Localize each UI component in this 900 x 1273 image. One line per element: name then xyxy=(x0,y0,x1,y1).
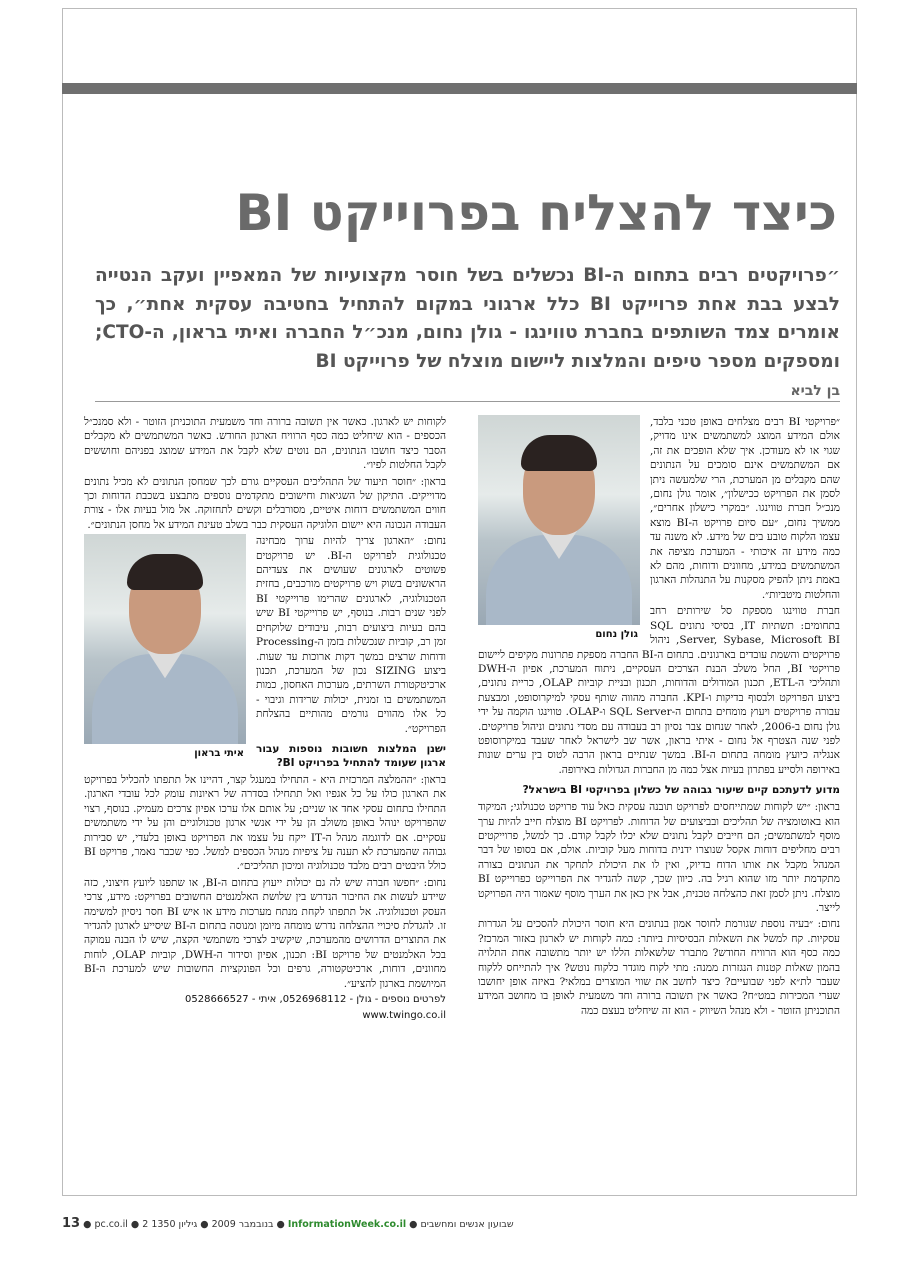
paragraph: בראון: ״יש לקוחות שמתייחסים לפרויקט תובנה עסקית כאל עוד פרויקט טכנולוגי; המיקוד הוא באוטומציה של תהליכים ובביצועים של הדוחות. לפרויקט BI מוצלח חייב להיות ערך מוסף למשתמשים; הם חייבים לקבל נתונים שלא יכלו לקבל קודם. כך למשל, פרוייקטים רבים מחליפים דוחות אקסל שנוצרו ידנית בדוחות מעל קוביות. אולם, אם בסופו של דבר המנהל מקבל את אותו הדוח בדיוק, ואין לו את היכולת לתחקר את הנתונים בצורה מתקדמת יותר מזו שהוא רגיל בה. כיוון שכך, קשה להגדיר את הפרוייקט כפרוייקט BI מוצלח. ניתן לסמן זאת כהצלחה טכנית, אבל אין כאן את הערך מוסף שאמור היה הפרויקט לייצר. xyxy=(478,801,840,914)
paragraph: בראון: ״ההמלצה המרכזית היא - התחילו במעגל קצר, דהיינו אל תתפתו להכליל בפרויקט את הארגון כולו על כל אגפיו ואל תתחילו בסדרה של ראיונות עומק לכל עובדי הארגון. התחילו בתחום עסקי אחד או שניים; על אותם אלו ערכו אפיון צרכים מעמיק. בנוסף, רצוי שהפרויקט ינוהל באופן משולב הן על ידי אנשי ארגון טכנולוגיים והן על ידי משתמשים עסקיים. אם לדוגמה מנהל ה-IT ייקח על עצמו את הפרויקט באופן בלעדי, יש סבירות גבוהה שהמערכת לא תענה על ציפיות מנהל הכספים למשל. כפי שכבר נאמר, פרויקט BI כולל היבטים רבים מלבד טכנולוגיה ומיכון תהליכים״. xyxy=(84,773,446,873)
column-left xyxy=(84,415,446,1185)
paragraph: נחום: ״חפשו חברה שיש לה גם יכולות ייעוץ בתחום ה-BI, או שתפנו ליועץ חיצוני, כזה שיידע לעשות את החיבור הנדרש בין שלושת האלמנטים החשובים בפרויקט: מידע, צרכי העסק וטכנולוגיה. אל תתפתו לקחת מנתח מערכות מידע או איש BI חסר ניסיון למשימה זו. להגדלת סיכויי ההצלחה נדרש מומחה מיומן ומנוסה בתחום ה-BI שיסייע לארגון להגדיר את התוצרים הדרושים מהמערכת, שיקשיב לצרכי משתמשי הקצה, שיש לו הבנה עמוקה בכל האלמנטים של פרויקט BI: תכנון, אפיון וסידור ה-DWH, קוביות OLAP, לוחות מחוונים, דוחות, ארכיטקטורה, גרפים וכל הפונקציות החשובות שיש למערכת ה-BI המיושמת בארגון להציע״. xyxy=(84,876,446,990)
photo-caption: גולן נחום xyxy=(595,629,638,640)
paragraph: ״פרויקטי BI רבים מצלחים באופן טכני בלבד, אולם המידע המוצג למשתמשים אינו מדויק, שגוי או לא מעודכן. איך שלא הופכים את זה, אם המשתמשים אינם סומכים על הנתונים שהם מקבלים מן המערכת, הרי שלמעשה ניתן לסמן את הפרויקט ככישלון״, אומר גולן נחום, מנכ״ל חברת טווינגו. ״במקרי כישלון אחרים״, ממשיך נחום, ״עם סיום פרויקט ה-BI מוצא עצמו הלקוח טובע בים של מידע. לא משנה עד כמה מידע זה איכותי - המערכת מציפה את המשתמשים במידע, מחוונים ודוחות, מהם לא באמת ניתן להפיק מסקנות על התנהלות הארגון והחלטות מיטביות״. xyxy=(650,416,840,601)
column-right xyxy=(478,415,840,1185)
footer-brand: InformationWeek.co.il xyxy=(287,1219,407,1230)
paragraph: חברת טווינגו מספקת סל שירותים רחב בתחומים: תשתיות IT, בסיסי נתונים SQL Server, Sybase, Microsoft BI, ניהול פרויקטים והשמת עובדים בארגונים. בתחום ה-BI החברה מספקת פתרונות מקיפים ליישום פרויקטי BI, החל משלב הבנת הצרכים העסקיים, ניתוח המערכת, אפיון ה-DWH ותהליכי ה-ETL, תכנון המודולים והדוחות, תכנון ובניית קוביות OLAP, כריית נתונים, ביצוע הפרויקט ולבסוף בדיקות ו-KPI. החברה מהווה שותף עסקי למיקרוסופט, ומבצעת עבורה פרויקטים ויעוץ מומחים בתחום ה-SQL Server ו-OLAP. טווינגו הוקמה על ידי גולן נחום ב-2006, לאחר שנחום צבר נסיון רב בעבודה עם מסדי נתונים וניהול פרויקטים. לפני שנה הצטרף אל נחום - איתי בראון, אשר שב לישראל לאחר שעבד במיקרוסופט אנגליה כיועץ מומחה בתחום ה-BI. במשך שנתיים בראון הרבה לטוס בין ערים שונות באירופה ולסייע בפתרון בעיות אצל כמה מן החברות הגדולות באירופה. xyxy=(478,605,840,776)
section-heading: ישנן המלצות חשובות נוספות עבור ארגון שעומד להתחיל בפרויקט BI? xyxy=(256,742,446,769)
website-link[interactable]: www.twingo.co.il xyxy=(362,1010,446,1022)
photo-caption: איתי בראון xyxy=(194,748,244,760)
section-heading: מדוע לדעתכם קיים שיעור גבוהה של כשלון בפרויקטי BI בישראל? xyxy=(522,784,840,797)
author-byline: בן לביא xyxy=(95,382,840,402)
footer-tagline: ● שבועון אנשים ומחשבים xyxy=(409,1219,514,1230)
photo-itai xyxy=(84,534,246,761)
page-number: 13 xyxy=(62,1216,81,1231)
top-rule xyxy=(62,83,857,94)
article-lead: ״פרויקטים רבים בתחום ה-BI נכשלים בשל חוסר מקצועיות של המאפיין ועקב הנטייה לבצע בבת אחת פרוייקט BI כלל ארגוני במקום להתחיל בחטיבה עסקית אחת״, כך אומרים צמד השותפים בחברת טווינגו - גולן נחום, מנכ״ל החברה ואיתי בראון, ה-CTO; ומספקים מספר טיפים והמלצות ליישום מוצלח של פרוייקט BI xyxy=(95,265,840,372)
paragraph: נחום: ״הארגון צריך להיות ערוך מבחינה טכנולוגית לפרויקט ה-BI. יש פרויקטים פשוטים לארגונים שעושים את צעדיהם הראשונים בשוק ויש פרויקטים מורכבים, בחזית הטכנולוגיה, לארגונים שהרימו פרוייקטי BI לפני שנים רבות. בנוסף, יש פרוייקטי BI שיש בהם בעיות ביצועים רבות, עיבודים שלוקחים זמן רב, קוביות שנכשלות בזמן ה-Processing ודוחות שרצים במשך דקות ארוכות עד שעות. ביצוע SIZING נכון של המערכת, תכנון ארכיטקטורת השרתים, מערכות האחסון, כמות המשתמשים בו זמנית, יכולות שרידות וגיבוי - כל אלו מהווים גורמים מהותיים בהצלחת הפרויקט״. xyxy=(256,535,446,735)
photo-golan xyxy=(478,415,640,642)
article-title: כיצד להצליח בפרוייקט BI xyxy=(235,184,837,242)
footer-issue: 2 בנובמבר 2009 ● גיליון 1350 ● xyxy=(142,1219,285,1230)
paragraph: בראון: ״חוסר תיעוד של התהליכים העסקיים גורם לכך שמחסן הנתונים לא מכיל נתונים מדוייקים. התיקון של השגיאות וחישובים מתקדמים נוספים מתבצע בשכבת הדוחות וכך חווים המשתמשים דוחות איטיים, מסורבלים וקשים לתחזוקה. אל מול בעיות אלו - צורת העבודה הנכונה היא יישום הלוגיקה העסקית כבר בשלב טעינת המידע אל מחסן הנתונים״. xyxy=(84,475,446,531)
portrait-image xyxy=(84,534,246,744)
page-footer: 13 ● pc.co.il ● 2 בנובמבר 2009 ● גיליון 1350 ● InformationWeek.co.il ● שבועון אנשים ומחשבים xyxy=(62,1216,514,1231)
footer-site: pc.co.il xyxy=(94,1219,128,1230)
contact-line: לפרטים נוספים - גולן - 0526968112, איתי - 0528666527 xyxy=(185,994,446,1006)
paragraph: נחום: ״בעיה נוספת שגורמת לחוסר אמון בנתונים היא חוסר היכולת להסכים על הגדרות עסקיות. קח למשל את השאלות הבסיסיות ביותר: כמה לקוחות יש לארגון באזור המרכז? כמה כסף הוא הרוויח החודש? מתברר שלשאלות הללו יש יותר מתשובה אחת התלויה בהמון שאלות קטנות הנגזרות ממנה: מתי לקוח מוגדר כלקוח נוטש? איך להתייחס ללקוח שעבר לת״א לפני שבועיים? כיצד לחשב את שווי המוצרים במלאי? באיזה אופן יחושבו שערי המכירות במט״ח? כאשר אין תשובה ברורה וחד משמעית לאופן בו מחושב המידע התוכניתן הזוטר - ולא מנהל השיווק - הוא זה שיחליט בעצם כמה xyxy=(478,918,840,1017)
portrait-image xyxy=(478,415,640,625)
paragraph: לקוחות יש לארגון. כאשר אין תשובה ברורה וחד משמעית התוכניתן הזוטר - ולא סמנכ״ל הכספים - הוא שיחליט כמה כסף הרוויח הארגון החודש. כאשר המשתמשים לא מקבלים הסבר כיצד חושבו הנתונים, הם נוטים שלא לקבל את המידע שמוצג בפניהם וחוששים לקבל החלטות לפיו״. xyxy=(84,416,446,472)
